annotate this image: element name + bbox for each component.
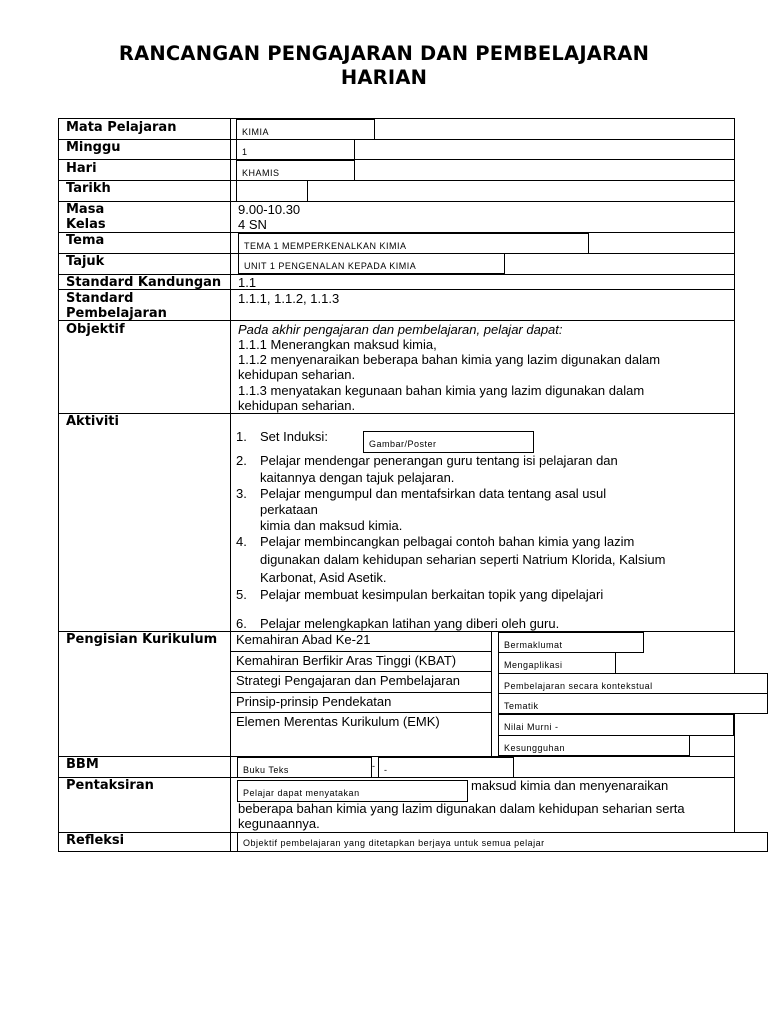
strategi-field[interactable]: Pembelajaran secara kontekstual	[498, 673, 768, 694]
pentaksiran-text-2: beberapa bahan kimia yang lazim digunakan dalam kehidupan seharian serta	[238, 801, 685, 816]
hari-field[interactable]: KHAMIS	[236, 160, 355, 181]
bbm-field[interactable]: Buku Teks	[237, 757, 372, 778]
column-divider	[230, 118, 231, 852]
aktiviti-2-line-1: Pelajar mendengar penerangan guru tentang isi pelajaran dan	[260, 453, 618, 468]
item-number: 2.	[236, 453, 247, 468]
kurikulum-row-1: Kemahiran Abad Ke-21	[236, 632, 371, 647]
label-standard-kandungan: Standard Kandungan	[66, 275, 222, 290]
kemahiran-abad-field[interactable]: Bermaklumat	[498, 632, 644, 653]
aktiviti-item-2b	[260, 469, 730, 486]
tajuk-field[interactable]: UNIT 1 PENGENALAN KEPADA KIMIA	[238, 253, 505, 274]
bbm-separator: -	[372, 761, 375, 771]
label-masa: Masa	[66, 202, 105, 217]
title-line-2: HARIAN	[340, 66, 428, 89]
objektif-1: 1.1.1 Menerangkan maksud kimia,	[238, 337, 437, 352]
item-number: 4.	[236, 534, 247, 549]
aktiviti-3-line-2: perkataan	[260, 502, 318, 517]
label-bbm: BBM	[66, 757, 99, 772]
pentaksiran-field[interactable]: Pelajar dapat menyatakan	[237, 780, 468, 802]
label-pengisian-kurikulum: Pengisian Kurikulum	[66, 632, 218, 647]
standard-kandungan-value: 1.1	[238, 275, 257, 290]
aktiviti-item-3	[236, 485, 730, 502]
label-minggu: Minggu	[66, 140, 121, 155]
aktiviti-5-text: Pelajar membuat kesimpulan berkaitan topik yang dipelajari	[260, 587, 604, 602]
bbm-field-2[interactable]: -	[378, 757, 514, 778]
refleksi-field[interactable]: Objektif pembelajaran yang ditetapkan berjaya untuk semua pelajar	[237, 832, 768, 852]
label-tema: Tema	[66, 233, 105, 248]
kurikulum-row-line	[231, 671, 491, 672]
row-line	[58, 139, 735, 140]
title-line-1: RANCANGAN PENGAJARAN DAN PEMBELAJARAN	[118, 42, 650, 65]
aktiviti-6-text: Pelajar melengkapkan latihan yang diberi oleh guru.	[260, 616, 560, 631]
row-line	[58, 413, 735, 414]
aktiviti-4-line-3: Karbonat, Asid Asetik.	[260, 570, 387, 585]
kurikulum-row-5: Elemen Merentas Kurikulum (EMK)	[236, 714, 440, 729]
aktiviti-item-4	[236, 533, 730, 550]
pentaksiran-text-3: kegunaannya.	[238, 816, 320, 831]
item-number: 3.	[236, 486, 247, 501]
tarikh-field[interactable]	[236, 180, 308, 202]
aktiviti-item-4c	[260, 569, 730, 586]
aktiviti-item-2	[236, 452, 730, 469]
label-standard-pembelajaran-1: Standard	[66, 291, 134, 306]
kurikulum-divider	[491, 631, 492, 756]
masa-value: 9.00-10.30	[238, 202, 301, 217]
label-mata-pelajaran: Mata Pelajaran	[66, 120, 177, 135]
label-refleksi: Refleksi	[66, 833, 125, 848]
kurikulum-row-4: Prinsip-prinsip Pendekatan	[236, 694, 392, 709]
aktiviti-3-line-1: Pelajar mengumpul dan mentafsirkan data tentang asal usul	[260, 486, 607, 501]
aktiviti-1-text: Set Induksi:	[260, 429, 328, 444]
label-standard-pembelajaran-2: Pembelajaran	[66, 306, 167, 321]
row-line	[58, 201, 735, 202]
label-tajuk: Tajuk	[66, 254, 105, 269]
aktiviti-item-5	[236, 586, 730, 603]
kurikulum-row-3: Strategi Pengajaran dan Pembelajaran	[236, 673, 461, 688]
emk-field[interactable]: Nilai Murni -	[498, 714, 734, 736]
kurikulum-row-line	[231, 651, 491, 652]
prinsip-field[interactable]: Tematik	[498, 693, 768, 714]
label-tarikh: Tarikh	[66, 181, 111, 196]
label-kelas: Kelas	[66, 217, 106, 232]
objektif-intro: Pada akhir pengajaran dan pembelajaran, pelajar dapat:	[238, 322, 563, 337]
kbat-field[interactable]: Mengaplikasi	[498, 652, 616, 674]
objektif-2a: 1.1.2 menyenaraikan beberapa bahan kimia yang lazim digunakan dalam	[238, 352, 661, 367]
aktiviti-2-line-2: kaitannya dengan tajuk pelajaran.	[260, 470, 455, 485]
aktiviti-4-line-1: Pelajar membincangkan pelbagai contoh bahan kimia yang lazim	[260, 534, 635, 549]
kurikulum-row-2: Kemahiran Berfikir Aras Tinggi (KBAT)	[236, 653, 457, 668]
item-number: 1.	[236, 429, 247, 444]
label-objektif: Objektif	[66, 322, 125, 337]
minggu-field[interactable]: 1	[236, 139, 355, 160]
label-aktiviti: Aktiviti	[66, 414, 119, 429]
objektif-3a: 1.1.3 menyatakan kegunaan bahan kimia yang lazim digunakan dalam	[238, 383, 645, 398]
aktiviti-item-3b	[260, 501, 730, 518]
label-pentaksiran: Pentaksiran	[66, 778, 154, 793]
kurikulum-row-line	[231, 712, 491, 713]
kelas-value: 4 SN	[238, 217, 267, 232]
tema-field[interactable]: TEMA 1 MEMPERKENALKAN KIMIA	[238, 233, 589, 254]
row-line	[58, 180, 735, 181]
item-number: 5.	[236, 587, 247, 602]
aktiviti-item-3c	[260, 517, 730, 534]
emk-field-2[interactable]: Kesungguhan	[498, 735, 690, 756]
mata-pelajaran-field[interactable]: KIMIA	[236, 119, 375, 140]
row-line	[58, 159, 735, 160]
aktiviti-3-line-3: kimia dan maksud kimia.	[260, 518, 403, 533]
kurikulum-row-line	[231, 692, 491, 693]
label-hari: Hari	[66, 161, 97, 176]
item-number: 6.	[236, 616, 247, 631]
aktiviti-4-line-2: digunakan dalam kehidupan seharian seperti Natrium Klorida, Kalsium	[260, 552, 666, 567]
pentaksiran-text-1: maksud kimia dan menyenaraikan	[471, 778, 669, 793]
standard-pembelajaran-value: 1.1.1, 1.1.2, 1.1.3	[238, 291, 340, 306]
objektif-3b: kehidupan seharian.	[238, 398, 356, 413]
aktiviti-item-4b	[260, 551, 730, 568]
aktiviti-item-6	[236, 615, 730, 632]
set-induksi-field[interactable]: Gambar/Poster	[363, 431, 534, 453]
page-title	[0, 42, 768, 90]
objektif-2b: kehidupan seharian.	[238, 367, 356, 382]
